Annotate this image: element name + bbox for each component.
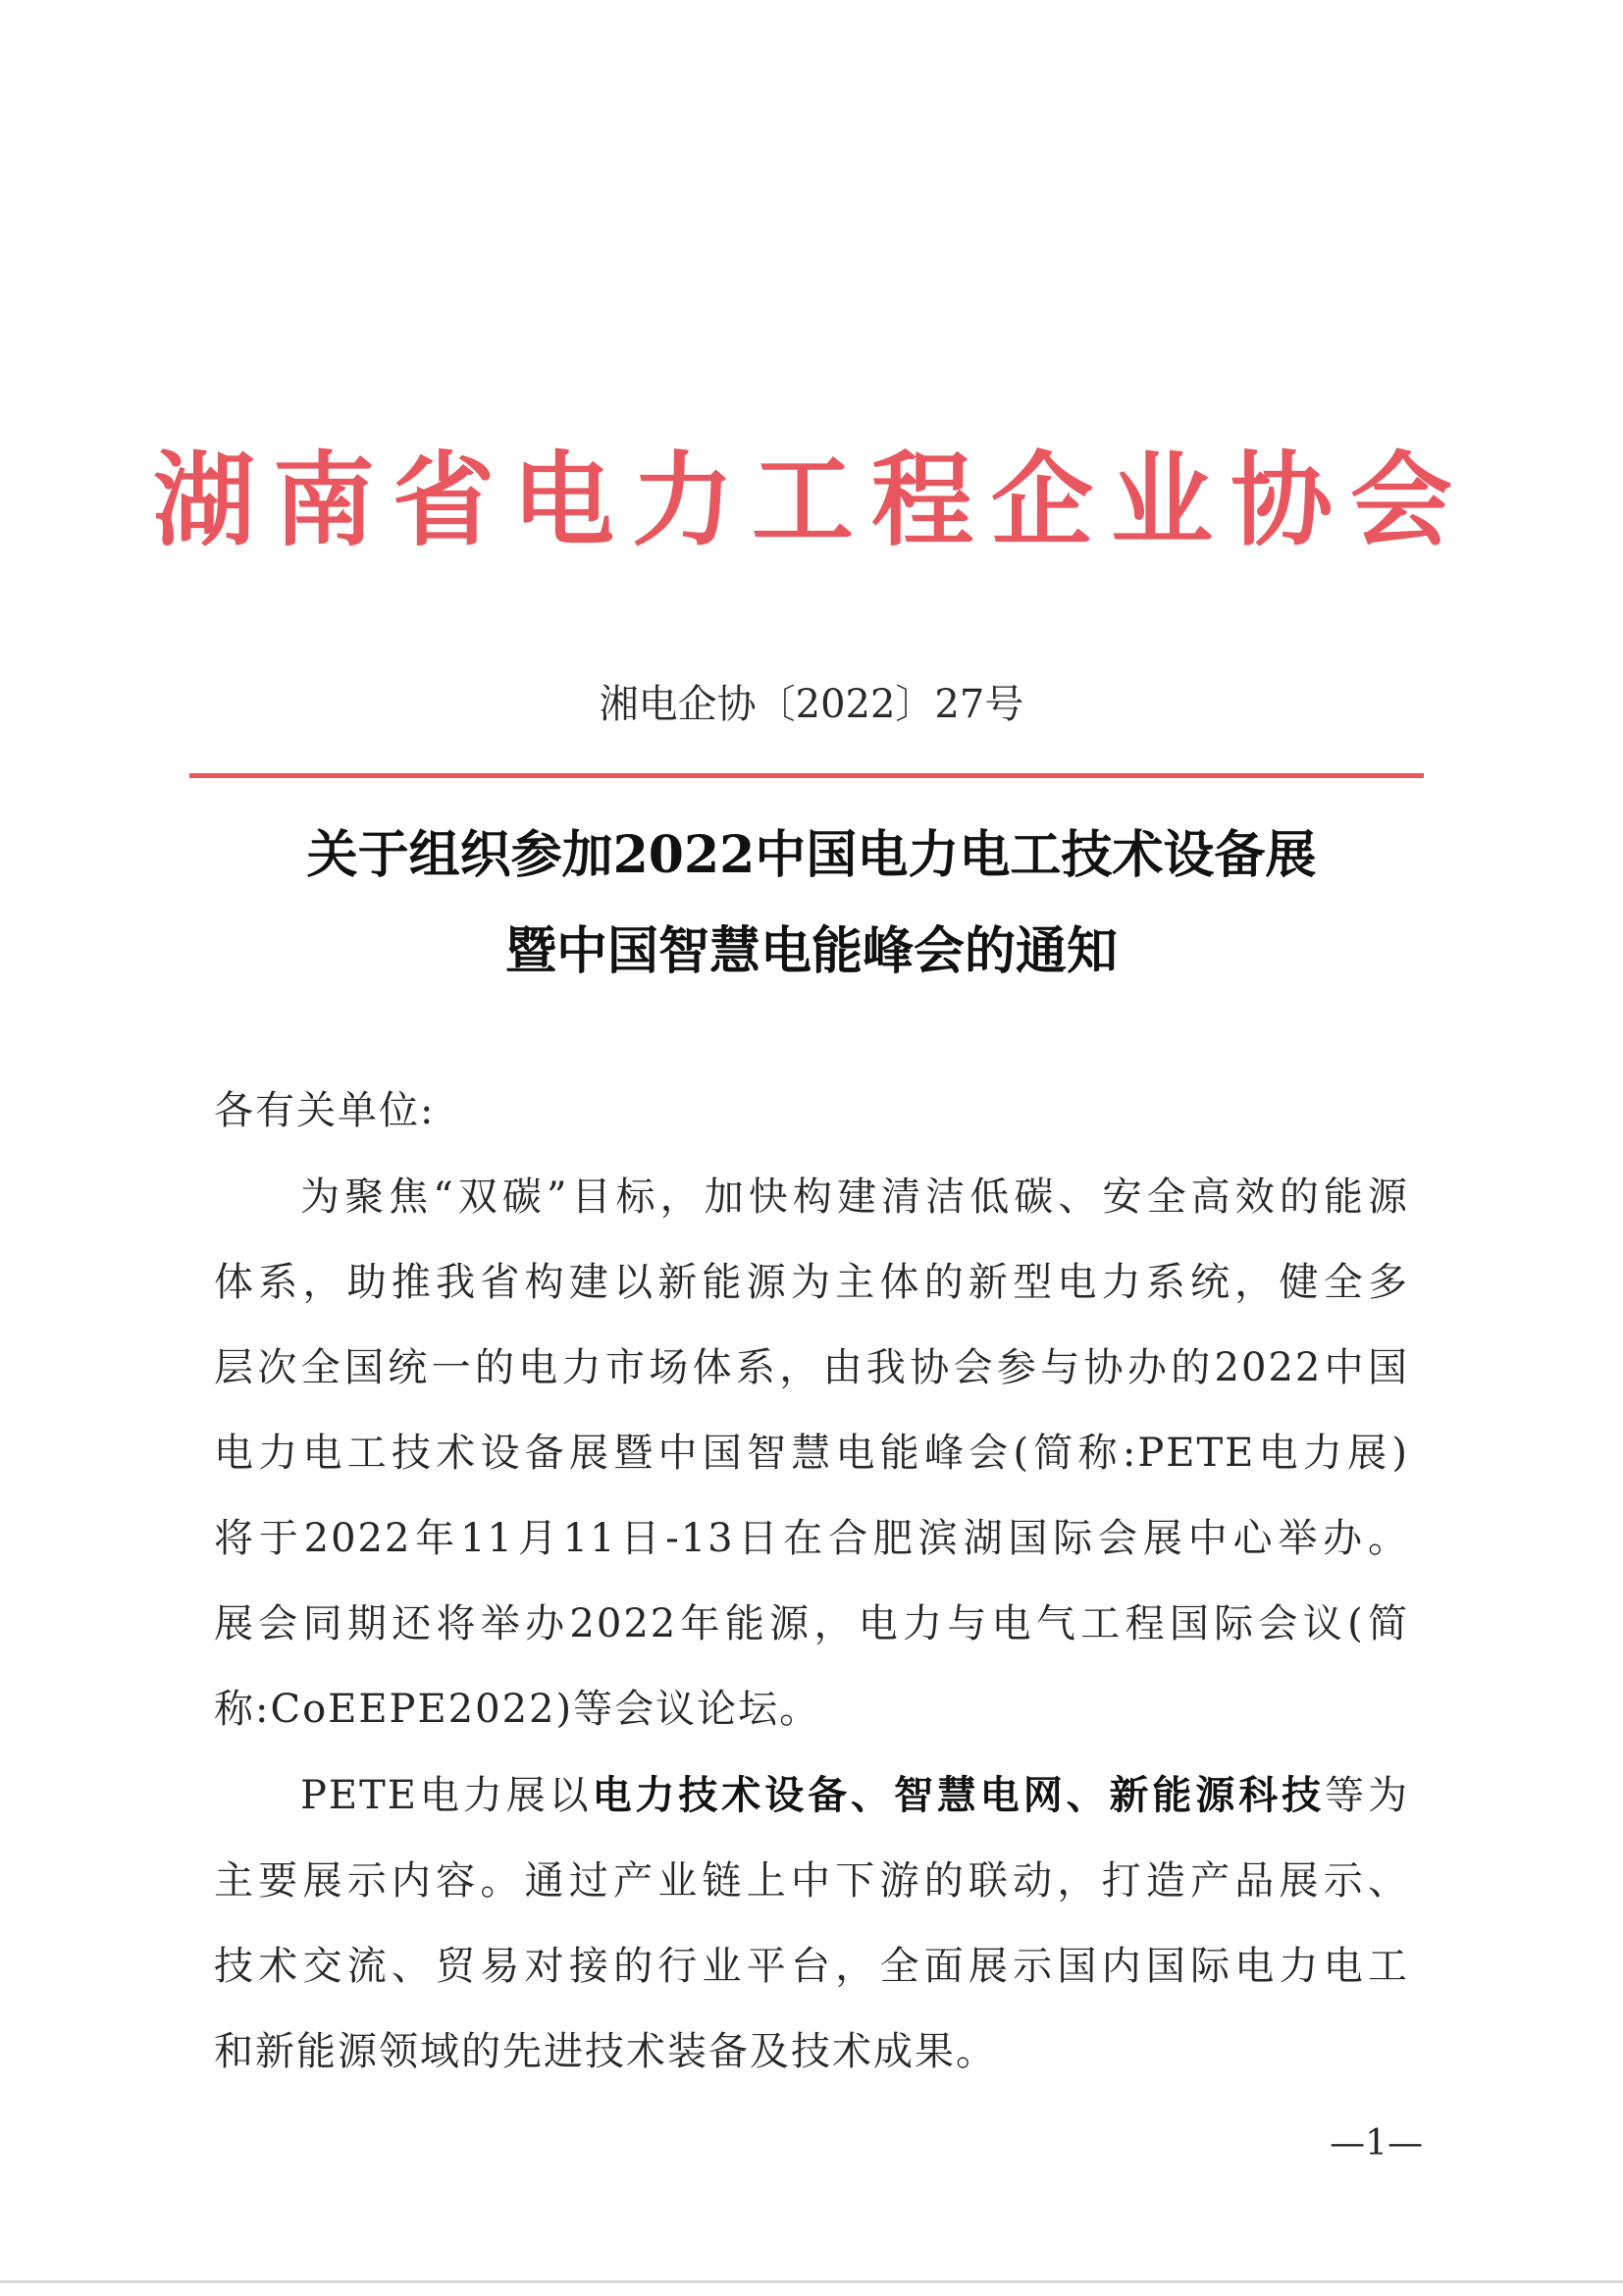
page-number: —1— [1330,2123,1423,2164]
paragraph-1-line-2: 体系，助推我省构建以新能源为主体的新型电力系统，健全多 [214,1260,1409,1305]
paragraph-1-line-1: 为聚焦“双碳”目标，加快构建清洁低碳、安全高效的能源 [300,1174,1409,1220]
paragraph-2-bold-highlight: 电力技术设备、智慧电网、新能源科技 [592,1772,1326,1818]
paragraph-1-line-7: 称:CoEEPE2022)等会议论坛。 [214,1687,821,1732]
paragraph-2-line-1 [300,1766,1409,1825]
paragraph-1-line-4: 电力电工技术设备展暨中国智慧电能峰会(简称:PETE电力展) [214,1431,1409,1476]
paragraph-1-line-6: 展会同期还将举办2022年能源，电力与电气工程国际会议(简 [214,1601,1409,1646]
organization-header: 湖南省电力工程企业协会 [152,440,1470,560]
scan-edge-line [0,2280,1623,2283]
notice-title-line-2: 暨中国智慧电能峰会的通知 [504,921,1118,981]
document-number: 湘电企协〔2022〕27号 [599,682,1024,727]
paragraph-2-line-2: 主要展示内容。通过产业链上中下游的联动，打造产品展示、 [214,1858,1409,1904]
notice-title-line-1: 关于组织参加2022中国电力电工技术设备展 [306,825,1317,885]
paragraph-1-line-3: 层次全国统一的电力市场体系，由我协会参与协办的2022中国 [214,1345,1409,1390]
salutation: 各有关单位: [214,1088,436,1133]
paragraph-1-line-5: 将于2022年11月11日-13日在合肥滨湖国际会展中心举办。 [214,1516,1409,1561]
paragraph-2-line-3: 技术交流、贸易对接的行业平台，全面展示国内国际电力电工 [214,1944,1409,1989]
paragraph-2-prefix: PETE电力展以 [300,1773,593,1818]
paragraph-2-suffix: 等为 [1325,1773,1410,1818]
paragraph-2-line-4: 和新能源领域的先进技术装备及技术成果。 [214,2029,997,2074]
red-divider-line [189,773,1424,778]
